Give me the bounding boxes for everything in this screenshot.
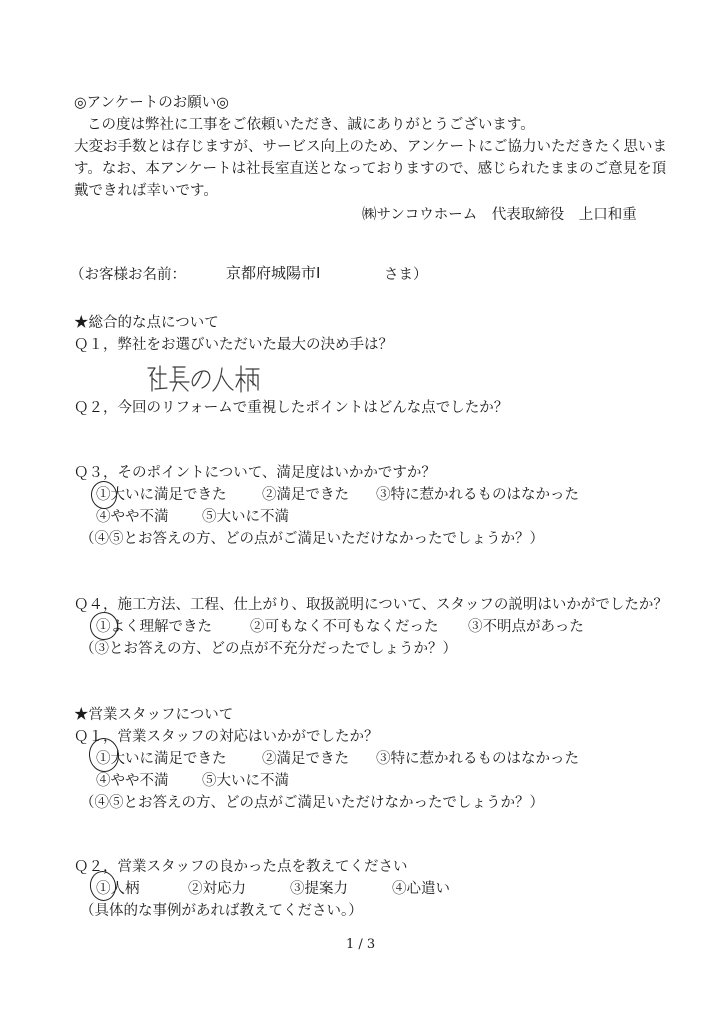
intro-line-4: 戴できれば幸いです。 (74, 183, 218, 199)
sales-q2-option-2: ②対応力 (188, 881, 246, 897)
q4-option-1: ①よく理解できた (96, 619, 212, 635)
q3-option-4: ④やや不満 (96, 509, 169, 525)
intro-line-2: 大変お手数とは存じますが、サービス向上のため、アンケートにご協力いただきたく思いま (74, 139, 668, 155)
customer-name-suffix: さま） (384, 267, 428, 283)
selection-circle-q4 (88, 610, 120, 642)
question-3: Ｑ３，そのポイントについて、満足度はいかかですか？ (74, 465, 436, 481)
sales-question-1: Ｑ１，営業スタッフの対応はいかがでしたか？ (74, 729, 379, 745)
q4-note: （③とお答えの方、どの点が不充分だったでしょうか？） (80, 641, 457, 657)
question-1: Ｑ１，弊社をお選びいただいた最大の決め手は？ (74, 337, 393, 353)
q3-option-2: ②満足できた (262, 487, 349, 503)
question-4: Ｑ４，施工方法、工程、仕上がり、取扱説明について、スタッフの説明はいかがでしたか？ (74, 597, 668, 613)
sales-question-2: Ｑ２，営業スタッフの良かった点を教えてください (74, 859, 408, 875)
sales-q2-option-1: ①人柄 (96, 881, 140, 897)
intro-line-3: す。なお、本アンケートは社長室直送となっておりますので、感じられたままのご意見を頂 (74, 161, 667, 177)
sales-q1-note: （④⑤とお答えの方、どの点がご満足いただけなかったでしょうか？） (80, 795, 544, 811)
intro-heading: ◎アンケートのお願い◎ (74, 95, 229, 111)
signature: ㈱サンコウホーム 代表取締役 上口和重 (362, 207, 637, 223)
sales-q2-option-4: ④心遣い (392, 881, 450, 897)
sales-q2-option-3: ③提案力 (290, 881, 348, 897)
sales-q2-note: （具体的な事例があれば教えてください。） (80, 903, 363, 919)
sales-q1-option-5: ⑤大いに不満 (202, 773, 289, 789)
intro-line-1: この度は弊社に工事をご依頼いただき、誠にありがとうございます。 (87, 117, 535, 133)
handwritten-answer-q1 (142, 358, 262, 394)
customer-name-value: 京都府城陽市I (226, 264, 321, 282)
q4-option-3: ③不明点があった (468, 619, 584, 635)
q3-note: （④⑤とお答えの方、どの点がご満足いただけなかったでしょうか？） (80, 531, 544, 547)
sales-q1-option-3: ③特に惹かれるものはなかった (376, 751, 579, 767)
question-2: Ｑ２，今回のリフォームで重視したポイントはどんな点でしたか？ (74, 400, 509, 416)
q4-option-2: ②可もなく不可もなくだった (250, 619, 439, 635)
selection-circle-q3 (89, 479, 119, 510)
sales-q1-option-2: ②満足できた (262, 751, 349, 767)
page-number: 1 / 3 (346, 937, 376, 952)
customer-name-label: （お客様お名前： (70, 267, 186, 283)
section-overall-heading: ★総合的な点について (74, 315, 219, 331)
section-sales-heading: ★営業スタッフについて (74, 707, 234, 723)
sales-q1-option-1: ①大いに満足できた (96, 751, 227, 767)
q3-option-3: ③特に惹かれるものはなかった (376, 487, 579, 503)
q3-option-5: ⑤大いに不満 (202, 509, 289, 525)
q3-option-1: ①大いに満足できた (96, 487, 227, 503)
sales-q1-option-4: ④やや不満 (96, 773, 169, 789)
